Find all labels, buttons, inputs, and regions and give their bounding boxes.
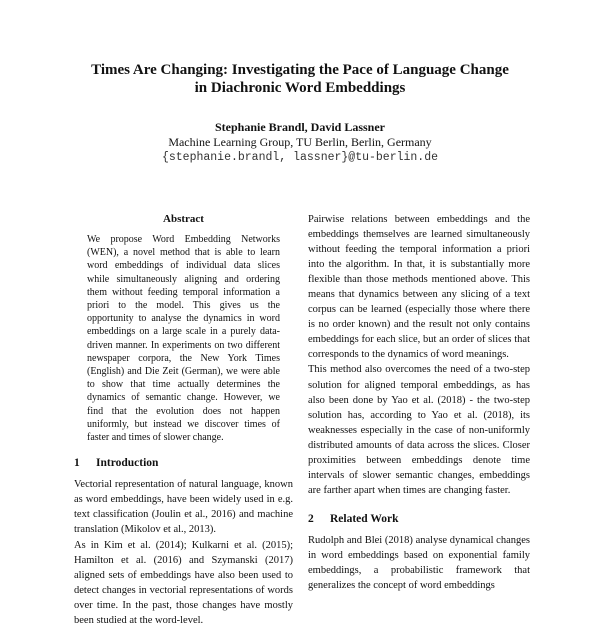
author-email: {stephanie.brandl, lassner}@tu-berlin.de: [161, 151, 439, 164]
right-paragraph-1: Pairwise relations between embeddings and the embeddings themselves are learned simultaneously without feeding the temporal information a priori into the algorithm. In that, it is substantially more flexible than those methods mentioned above. This means that dynamics between any slicing of a text corpus can be learned (especially those where there is no order known) and the result not only contains embeddings for each slice, but an order of slices that corresponds to the dynamics of word meanings.: [308, 214, 530, 361]
section-number: 1: [74, 457, 80, 470]
author-names: Stephanie Brandl, David Lassner: [214, 120, 386, 134]
abstract-heading: Abstract: [163, 213, 204, 225]
author-affiliation: Machine Learning Group, TU Berlin, Berlin, Germany: [168, 135, 432, 149]
intro-paragraph-1: Vectorial representation of natural language, known as word embeddings, have been widely used in e.g. text classification (Joulin et al., 2016) and machine translation (Mikolov et al., 2013).: [74, 479, 293, 536]
section-title: Introduction: [96, 457, 159, 470]
intro-paragraph-2: As in Kim et al. (2014); Kulkarni et al. (2015); Hamilton et al. (2016) and Szymanski (2017) aligned sets of embeddings have also been used to detect changes in vectorial representations of words over time. In the past, those changes have mostly been studied at the word-level.: [74, 539, 293, 626]
related-work-paragraph: Rudolph and Blei (2018) analyse dynamical changes in word embeddings based on exponential family embeddings, a probabilistic framework that generalizes the concept of word embeddings: [308, 534, 530, 592]
paper-title: [0, 61, 600, 97]
left-column: [74, 212, 293, 628]
right-paragraph-2: This method also overcomes the need of a two-step solution for aligned temporal embeddings, as has also been done by Yao et al. (2018) - the two-step solution has, according to Yao et al. (2018), its weaknesses especially in the case of non-uniformly distributed amounts of data across the slices. Closer proximities between embeddings denote time intervals of slower semantic changes, embeddings are farther apart when times are changing faster.: [308, 364, 530, 496]
title-line-2: in Diachronic Word Embeddings: [194, 80, 406, 96]
author-block: [0, 120, 600, 165]
right-column: [308, 212, 530, 593]
section-heading-introduction: [74, 456, 293, 471]
section-heading-related-work: [308, 512, 530, 527]
section-number: 2: [308, 512, 314, 525]
title-line-1: Times Are Changing: Investigating the Pace of Language Change: [91, 62, 509, 78]
section-title: Related Work: [330, 512, 399, 525]
abstract-text: We propose Word Embedding Networks (WEN), a novel method that is able to learn word embeddings of individual data slices while simultaneously aligning and ordering them without feeding temporal information a priori to the model. This gives us the opportunity to analyse the dynamics in word embeddings on a large scale in a purely data-driven manner. In experiments on two different newspaper corpora, the New York Times (English) and Die Zeit (German), we were able to show that time actually determines the dynamics of semantic change. However, we find that the evolution does not happen uniformly, but instead we discover times of faster and times of slower change.: [87, 234, 280, 444]
